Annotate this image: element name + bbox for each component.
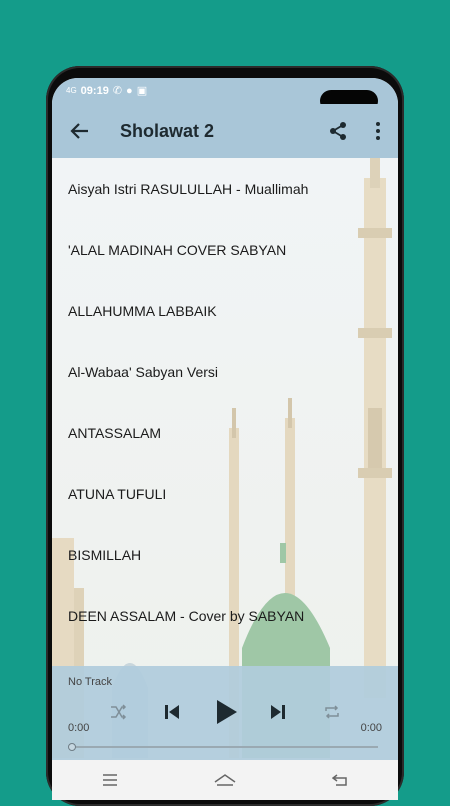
notification-icon: ●	[126, 84, 133, 97]
menu-lines-icon	[102, 773, 118, 787]
repeat-icon	[323, 703, 341, 721]
signal-indicator: 4G	[66, 86, 77, 95]
image-icon: ▣	[136, 85, 148, 97]
next-button[interactable]	[264, 698, 292, 726]
track-title: No Track	[68, 676, 113, 688]
more-button[interactable]	[358, 104, 398, 158]
back-nav-icon	[332, 773, 348, 787]
home-button[interactable]	[205, 760, 245, 800]
duration-time: 0:00	[360, 722, 382, 734]
status-bar	[52, 78, 398, 104]
list-item[interactable]: BISMILLAH	[68, 546, 142, 563]
list-item[interactable]: Aisyah Istri RASULULLAH - Muallimah	[68, 180, 309, 197]
song-list	[52, 158, 398, 646]
list-item[interactable]: ALLAHUMMA LABBAIK	[68, 302, 217, 319]
previous-button[interactable]	[158, 698, 186, 726]
repeat-button[interactable]	[318, 698, 346, 726]
list-item[interactable]: DEEN ASSALAM - Cover by SABYAN	[68, 607, 305, 624]
page-title: Sholawat 2	[120, 120, 215, 141]
shuffle-icon	[109, 703, 127, 721]
share-button[interactable]	[318, 104, 358, 158]
home-icon	[214, 773, 236, 787]
system-nav-bar	[52, 760, 398, 800]
play-button[interactable]	[212, 698, 240, 726]
list-item[interactable]: Al-Wabaa' Sabyan Versi	[68, 363, 219, 380]
list-item[interactable]: 'ALAL MADINAH COVER SABYAN	[68, 241, 287, 258]
music-player	[52, 666, 398, 760]
back-button[interactable]	[52, 104, 108, 158]
shuffle-button[interactable]	[104, 698, 132, 726]
seek-handle[interactable]	[68, 743, 76, 751]
arrow-left-icon	[70, 121, 90, 141]
recent-apps-button[interactable]	[90, 760, 130, 800]
list-item[interactable]: ATUNA TUFULI	[68, 485, 167, 502]
app-screen	[52, 78, 398, 800]
skip-next-icon	[269, 703, 287, 721]
whatsapp-icon: ✆	[112, 85, 123, 97]
seek-bar[interactable]	[72, 746, 378, 748]
app-bar	[52, 104, 398, 158]
share-icon	[328, 121, 348, 141]
skip-previous-icon	[163, 703, 181, 721]
more-vertical-icon	[375, 121, 381, 141]
play-icon	[214, 699, 238, 725]
status-time: 09:19	[80, 84, 109, 97]
back-nav-button[interactable]	[320, 760, 360, 800]
elapsed-time: 0:00	[68, 722, 90, 734]
list-item[interactable]: ANTASSALAM	[68, 424, 162, 441]
